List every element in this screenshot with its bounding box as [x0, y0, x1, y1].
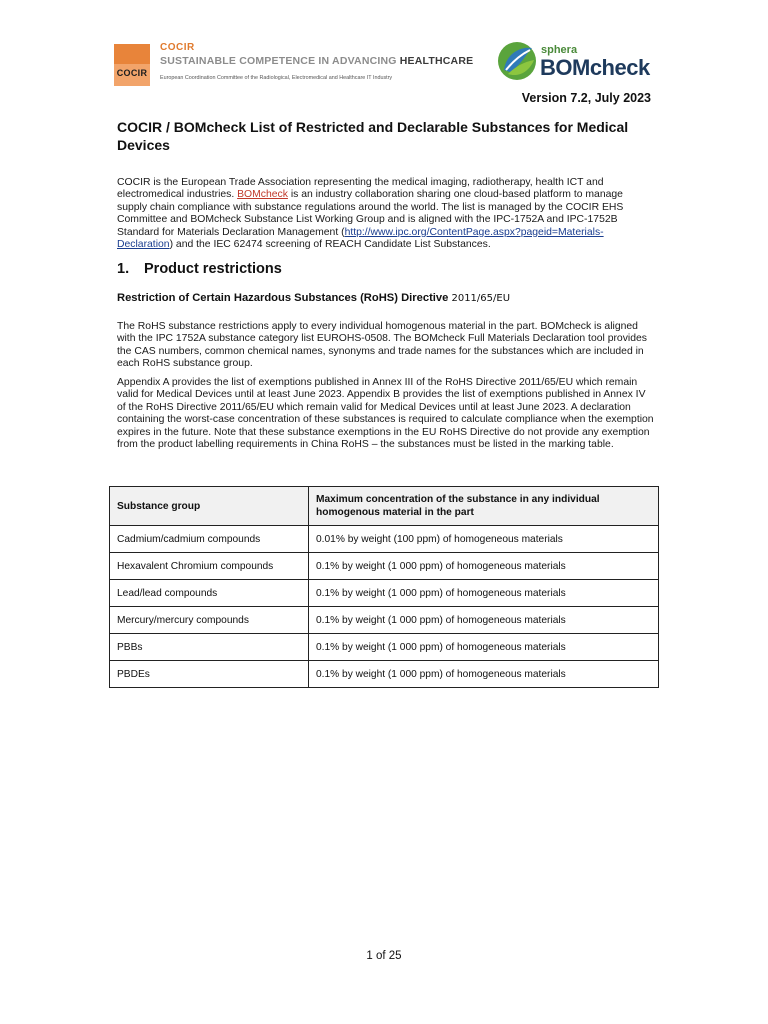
table-cell: Cadmium/cadmium compounds: [110, 526, 309, 553]
sphera-label: sphera: [541, 44, 578, 56]
table-cell: PBDEs: [110, 661, 309, 688]
section-heading: [117, 261, 282, 277]
bomcheck-link[interactable]: BOMcheck: [237, 189, 288, 201]
table-row: [110, 607, 659, 634]
sphera-leaf-icon: [496, 40, 538, 82]
table-cell: PBBs: [110, 634, 309, 661]
table-cell: 0.1% by weight (1 000 ppm) of homogeneous materials: [309, 580, 659, 607]
table-row: [110, 580, 659, 607]
section-number: 1.: [117, 261, 130, 277]
column-header: Substance group: [110, 487, 309, 526]
directive-number: 2011/65/EU: [451, 293, 511, 304]
cocir-mark-icon: [114, 44, 150, 86]
table-cell: 0.1% by weight (1 000 ppm) of homogeneous materials: [309, 607, 659, 634]
table-row: [110, 661, 659, 688]
section-title: Product restrictions: [144, 261, 282, 277]
intro-paragraph: [117, 177, 654, 251]
ipc-link[interactable]: http://www.ipc.org/ContentPage.aspx?pageid=Materials-Declaration: [117, 226, 604, 251]
subsection-title: Restriction of Certain Hazardous Substances (RoHS) Directive: [117, 292, 452, 304]
table-cell: Hexavalent Chromium compounds: [110, 553, 309, 580]
cocir-subtitle: European Coordination Committee of the Radiological, Electromedical and Healthcare IT Industry: [160, 75, 393, 81]
bomcheck-logo: [496, 40, 656, 84]
table-cell: Mercury/mercury compounds: [110, 607, 309, 634]
bomcheck-label: BOMcheck: [540, 55, 650, 80]
cocir-tagline-highlight: HEALTHCARE: [399, 55, 474, 67]
column-header: Maximum concentration of the substance in any individual homogenous material in the part: [309, 487, 659, 526]
table-header-row: [110, 487, 659, 526]
table-row: [110, 553, 659, 580]
table-cell: 0.1% by weight (1 000 ppm) of homogeneous materials: [309, 553, 659, 580]
table-cell: 0.01% by weight (100 ppm) of homogeneous materials: [309, 526, 659, 553]
subsection-heading: [117, 292, 510, 304]
rohs-paragraph: The RoHS substance restrictions apply to every individual homogenous material in the part. BOMcheck is aligned with the IPC 1752A substance category list EUROHS-0508. The BOMcheck Full Materials Declaration tool provides the CAS numbers, common chemical names, synonyms and trade names for the substances which are included in each RoHS substance group.: [117, 321, 647, 370]
table-cell: Lead/lead compounds: [110, 580, 309, 607]
intro-text-2: is an industry collaboration sharing one cloud-based platform to manage supply chain compliance with substance regulations around the world. The list is managed by the COCIR EHS Committee and BOMcheck Substance List Working Group and is aligned with the IPC-1752A and IPC-1752B Standard for Materials Declaration Management (: [117, 189, 624, 238]
substance-table: [109, 486, 659, 688]
table-cell: 0.1% by weight (1 000 ppm) of homogeneous materials: [309, 661, 659, 688]
version-label: Version 7.2, July 2023: [521, 91, 651, 105]
table-cell: 0.1% by weight (1 000 ppm) of homogeneous materials: [309, 634, 659, 661]
intro-text-1: COCIR is the European Trade Association representing the medical imaging, radiotherapy, health ICT and electromedical industries.: [117, 177, 604, 201]
cocir-tagline: [160, 55, 473, 67]
cocir-logo: [114, 41, 474, 89]
cocir-tagline-prefix: SUSTAINABLE COMPETENCE IN ADVANCING: [160, 55, 400, 67]
intro-text-3: ) and the IEC 62474 screening of REACH Candidate List Substances.: [169, 239, 491, 251]
page-number: 1 of 25: [366, 950, 402, 962]
cocir-title: COCIR: [160, 42, 195, 53]
cocir-mark-text: COCIR: [116, 68, 148, 78]
document-title: COCIR / BOMcheck List of Restricted and Declarable Substances for Medical Devices: [117, 119, 629, 153]
table-row: [110, 634, 659, 661]
table-row: [110, 526, 659, 553]
appendix-paragraph: Appendix A provides the list of exemptions published in Annex III of the RoHS Directive 2011/65/EU which remain valid for Medical Devices until at least June 2023. Appendix B provides the list of exemptions published in Annex IV of the RoHS Directive 2011/65/EU which remain valid for Medical Devices until at least June 2023. A declaration containing the worst-case concentration of these substances is required to calculate compliance when the exemption expires in the future. Note that these substance exemptions in the EU RoHS Directive do not provide any exemption from the product labelling requirements in China RoHS – the substances must be listed in the marking table.: [117, 377, 654, 451]
